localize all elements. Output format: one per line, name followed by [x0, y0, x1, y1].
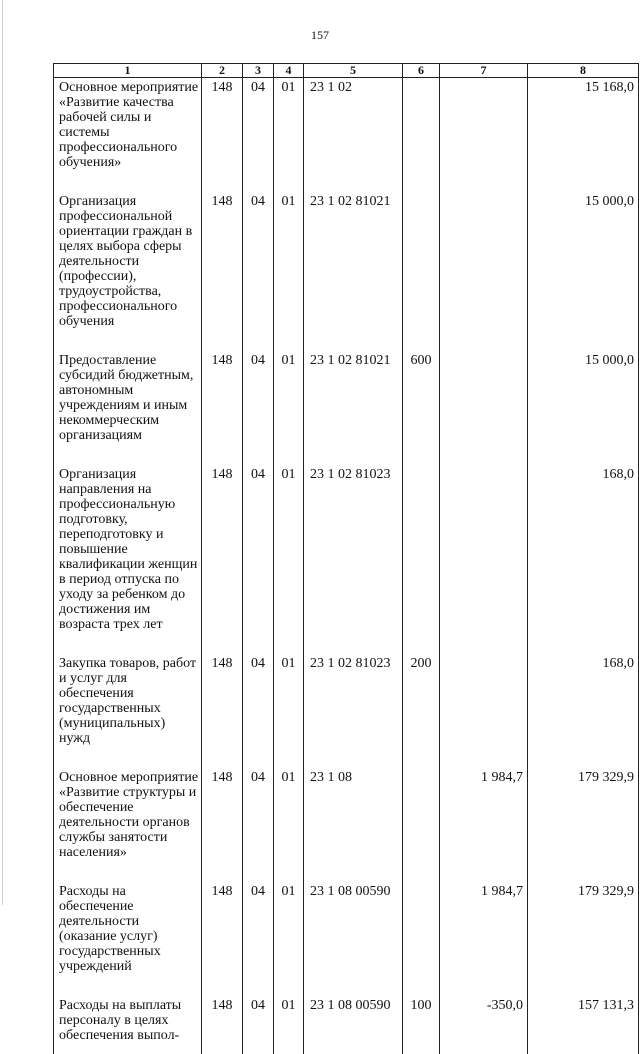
- subsection-code: 01: [274, 996, 304, 1054]
- amount-change: -350,0: [440, 996, 528, 1054]
- target-article-code: 23 1 08 00590: [304, 996, 403, 1054]
- section-code: 04: [243, 654, 274, 768]
- amount-change: 1 984,7: [440, 882, 528, 996]
- amount-total: 168,0: [528, 654, 639, 768]
- amount-total: 15 168,0: [528, 78, 639, 193]
- section-code: 04: [243, 78, 274, 193]
- section-code: 04: [243, 465, 274, 654]
- column-header-5: 5: [304, 64, 403, 78]
- admin-code: 148: [202, 768, 243, 882]
- expense-type-code: [403, 768, 440, 882]
- expense-type-code: 200: [403, 654, 440, 768]
- admin-code: 148: [202, 465, 243, 654]
- column-header-6: 6: [403, 64, 440, 78]
- budget-table: [53, 63, 639, 1054]
- column-header-1: 1: [54, 64, 202, 78]
- row-name: Основное мероприятие «Развитие структуры и обеспечение деятельности органов службы занятости населения»: [54, 768, 202, 882]
- column-header-3: 3: [243, 64, 274, 78]
- table-row: [54, 351, 639, 465]
- target-article-code: 23 1 02 81023: [304, 654, 403, 768]
- subsection-code: 01: [274, 654, 304, 768]
- amount-change: [440, 654, 528, 768]
- row-name: Организация профессиональной ориентации граждан в целях выбора сферы деятельности (профессии), трудоустройства, профессионального обучения: [54, 192, 202, 351]
- row-name: Закупка товаров, работ и услуг для обеспечения государственных (муниципальных) нужд: [54, 654, 202, 768]
- table-row: [54, 654, 639, 768]
- target-article-code: 23 1 02 81023: [304, 465, 403, 654]
- admin-code: 148: [202, 996, 243, 1054]
- column-header-8: 8: [528, 64, 639, 78]
- admin-code: 148: [202, 882, 243, 996]
- amount-total: 168,0: [528, 465, 639, 654]
- section-code: 04: [243, 996, 274, 1054]
- expense-type-code: [403, 465, 440, 654]
- subsection-code: 01: [274, 882, 304, 996]
- subsection-code: 01: [274, 351, 304, 465]
- row-name: Расходы на выплаты персоналу в целях обеспечения выпол-: [54, 996, 202, 1054]
- table-row: [54, 768, 639, 882]
- column-header-2: 2: [202, 64, 243, 78]
- scan-edge-line: [2, 0, 3, 905]
- section-code: 04: [243, 882, 274, 996]
- table-row: [54, 996, 639, 1054]
- section-code: 04: [243, 351, 274, 465]
- table-row: [54, 78, 639, 193]
- subsection-code: 01: [274, 465, 304, 654]
- amount-change: [440, 351, 528, 465]
- subsection-code: 01: [274, 192, 304, 351]
- amount-total: 15 000,0: [528, 351, 639, 465]
- subsection-code: 01: [274, 78, 304, 193]
- expense-type-code: [403, 78, 440, 193]
- row-name: Организация направления на профессиональную подготовку, переподготовку и повышение квалификации женщин в период отпуска по уходу за ребенком до достижения им возраста трех лет: [54, 465, 202, 654]
- target-article-code: 23 1 08: [304, 768, 403, 882]
- target-article-code: 23 1 02: [304, 78, 403, 193]
- amount-total: 179 329,9: [528, 882, 639, 996]
- row-name: Расходы на обеспечение деятельности (оказание услуг) государственных учреждений: [54, 882, 202, 996]
- amount-change: [440, 192, 528, 351]
- column-header-4: 4: [274, 64, 304, 78]
- table-header-row: [54, 64, 639, 78]
- amount-total: 179 329,9: [528, 768, 639, 882]
- amount-total: 15 000,0: [528, 192, 639, 351]
- page-number: 157: [311, 28, 329, 42]
- target-article-code: 23 1 02 81021: [304, 192, 403, 351]
- table-row: [54, 192, 639, 351]
- section-code: 04: [243, 768, 274, 882]
- expense-type-code: [403, 882, 440, 996]
- row-name: Основное мероприятие «Развитие качества рабочей силы и системы профессионального обучения»: [54, 78, 202, 193]
- amount-total: 157 131,3: [528, 996, 639, 1054]
- expense-type-code: 600: [403, 351, 440, 465]
- table-row: [54, 465, 639, 654]
- subsection-code: 01: [274, 768, 304, 882]
- amount-change: 1 984,7: [440, 768, 528, 882]
- target-article-code: 23 1 02 81021: [304, 351, 403, 465]
- admin-code: 148: [202, 78, 243, 193]
- section-code: 04: [243, 192, 274, 351]
- column-header-7: 7: [440, 64, 528, 78]
- admin-code: 148: [202, 654, 243, 768]
- admin-code: 148: [202, 192, 243, 351]
- amount-change: [440, 465, 528, 654]
- expense-type-code: 100: [403, 996, 440, 1054]
- amount-change: [440, 78, 528, 193]
- row-name: Предоставление субсидий бюджетным, автономным учреждениям и иным некоммерческим организациям: [54, 351, 202, 465]
- expense-type-code: [403, 192, 440, 351]
- target-article-code: 23 1 08 00590: [304, 882, 403, 996]
- table-row: [54, 882, 639, 996]
- admin-code: 148: [202, 351, 243, 465]
